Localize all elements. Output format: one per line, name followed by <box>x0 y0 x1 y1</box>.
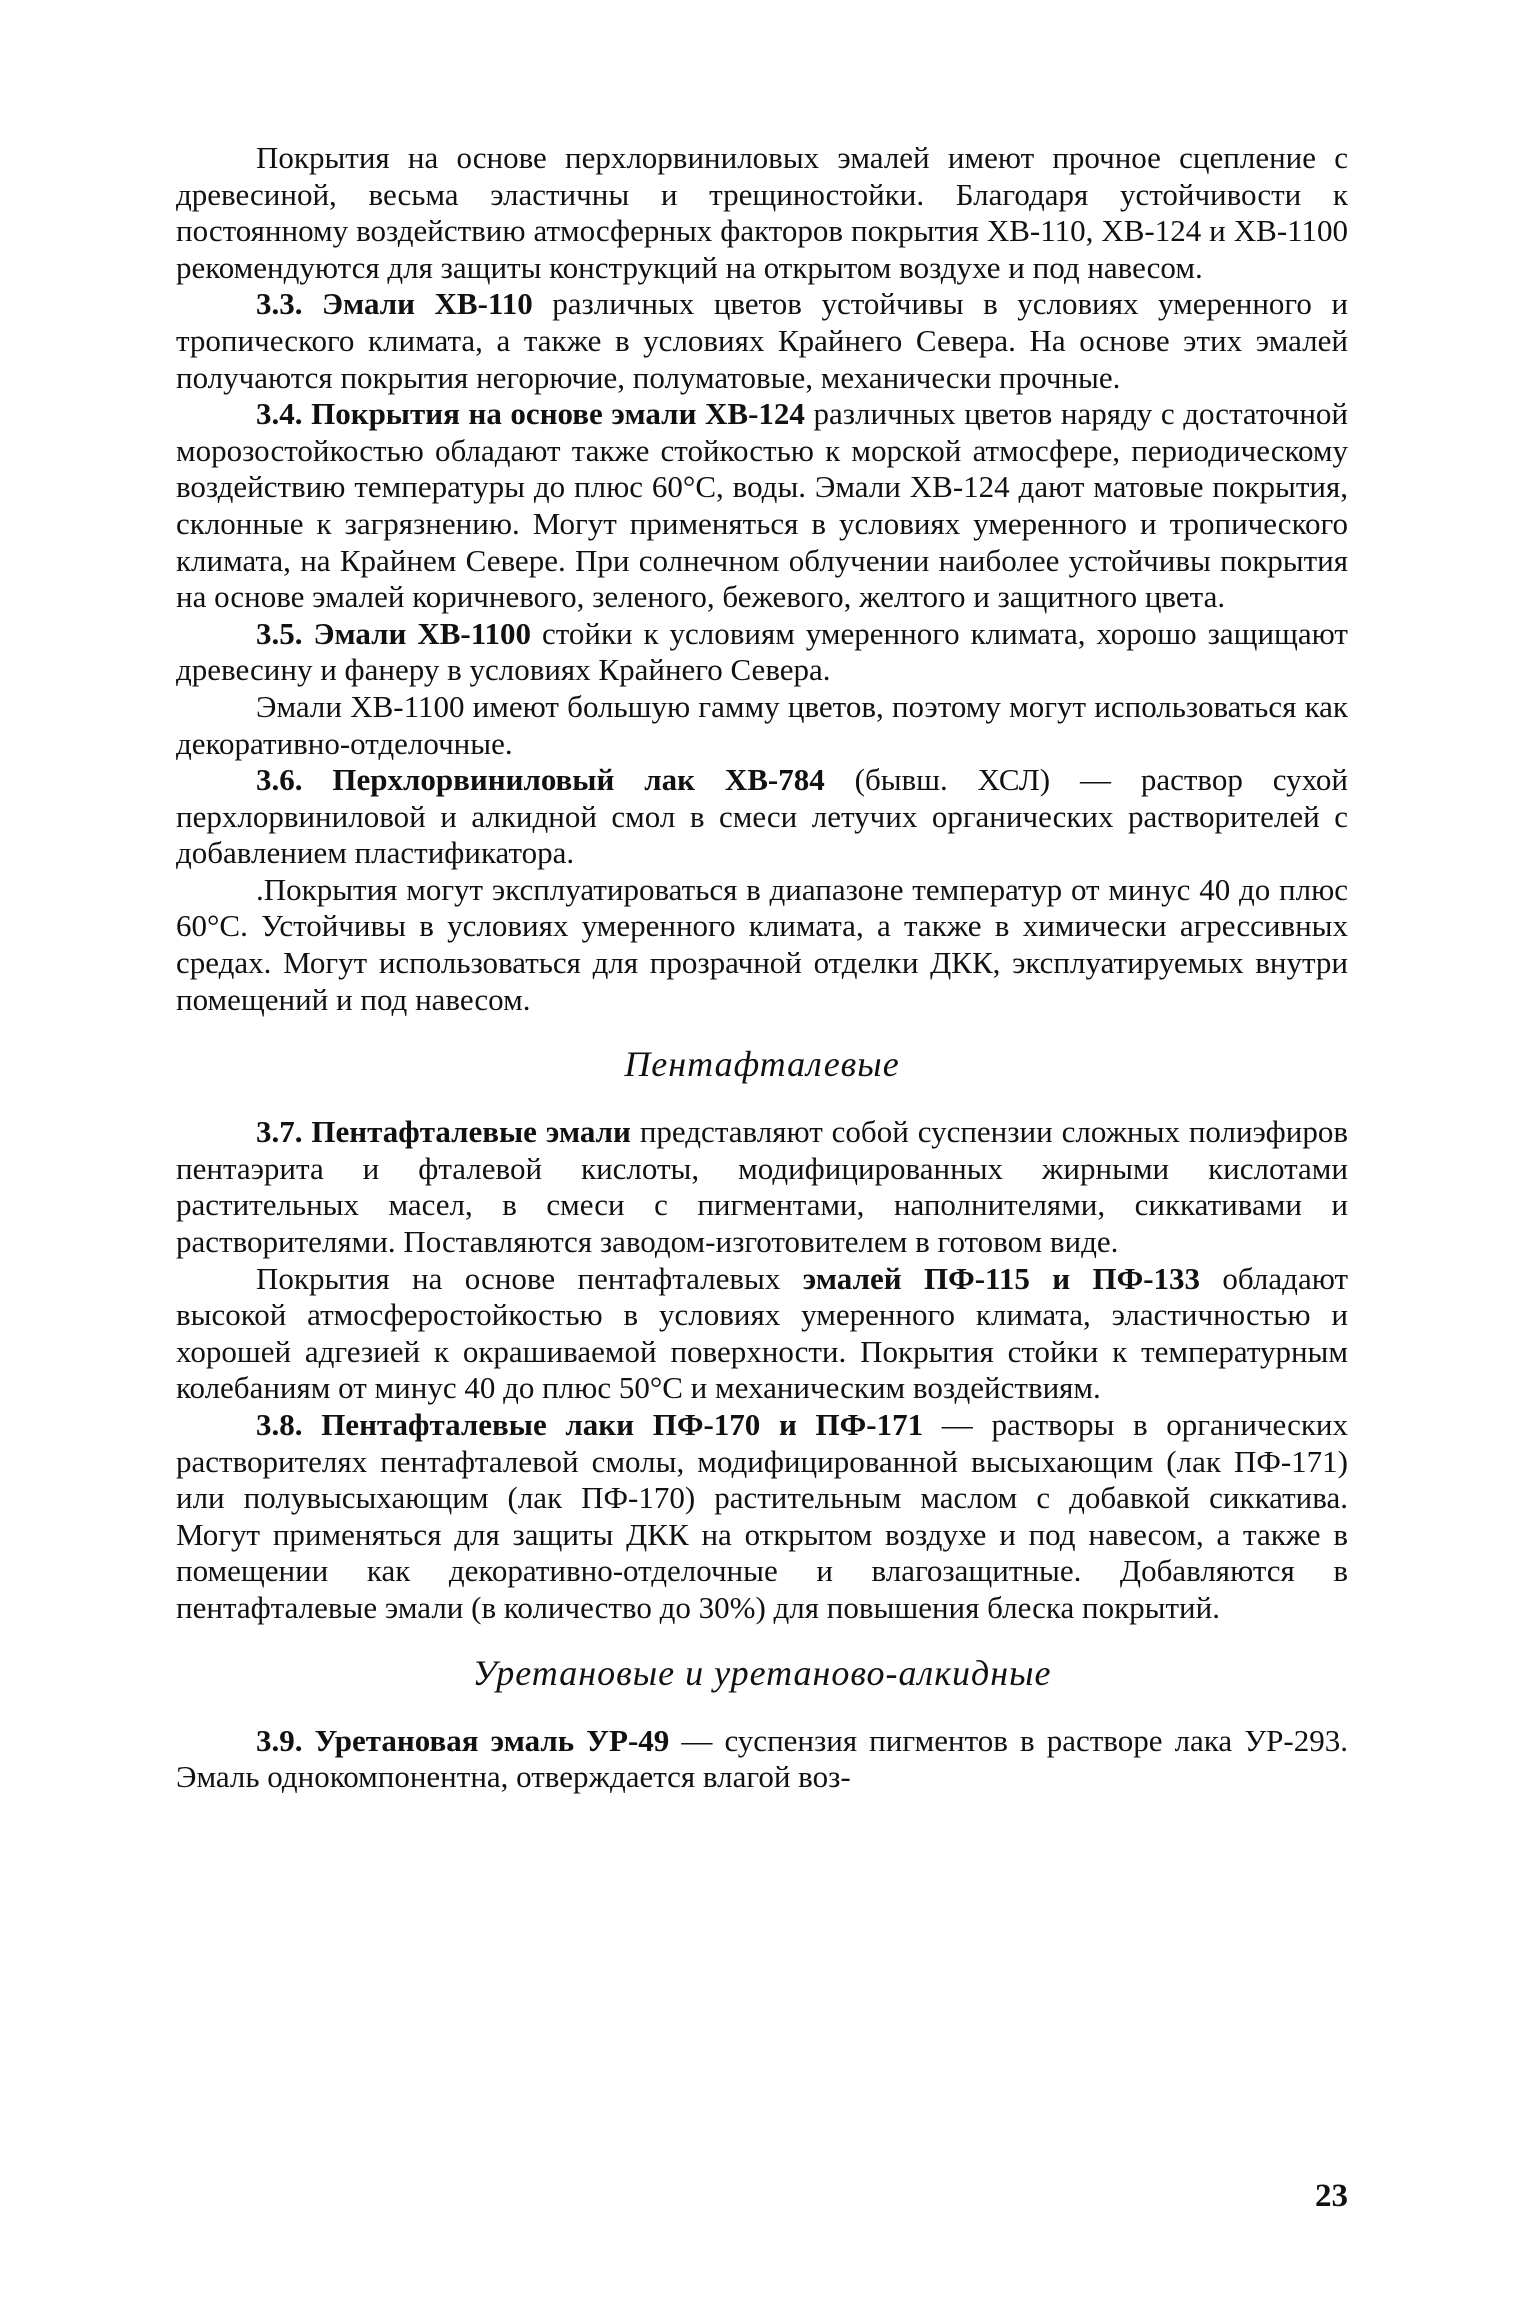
paragraph-3-6-cont <box>176 872 1348 1018</box>
paragraph-3-9 <box>176 1723 1348 1796</box>
paragraph-lead: 3.8. Пентафталевые лаки ПФ-170 и ПФ-171 <box>256 1407 924 1442</box>
paragraph-text: — растворы в органических растворителях пентафталевой смолы, модифицированной высыхающим (лак ПФ-171) или полувысыхающим (лак ПФ-170) растительным маслом с добавкой сиккатива. Могут применяться для защиты ДКК на открытом воздухе и под навесом, а также в помещении как декоративно-отделочные и влагозащитные. Добавляются в пентафталевые эмали (в количество до 30%) для повышения блеска покрытий. <box>176 1407 1348 1625</box>
paragraph-3-6 <box>176 762 1348 872</box>
paragraph-3-5-cont <box>176 689 1348 762</box>
paragraph-intro <box>176 140 1348 286</box>
paragraph-text: стойки к условиям умеренного климата, хорошо защищают древесину и фанеру в условиях Крайнего Севера. <box>176 615 1348 688</box>
paragraph-text: представляют собой суспензии сложных полиэфиров пентаэрита и фталевой кислоты, модифицированных жирными кислотами растительных масел, в смеси с пигментами, наполнителями, сиккативами и растворителями. Поставляются заводом-изготовителем в готовом виде. <box>176 1114 1348 1260</box>
paragraph-text: Покрытия на основе перхлорвиниловых эмалей имеют прочное сцепление с древесиной, весьма эластичны и трещиностойки. Благодаря устойчивости к постоянному воздействию атмосферных факторов покрытия ХВ-110, ХВ-124 и ХВ-1100 рекомендуются для защиты конструкций на открытом воздухе и под навесом. <box>176 140 1348 285</box>
paragraph-3-7 <box>176 1114 1348 1260</box>
paragraph-text: — суспензия пигментов в растворе лака УР-293. Эмаль однокомпонентна, отверждается влагой воз- <box>176 1722 1348 1795</box>
paragraph-3-5 <box>176 616 1348 689</box>
paragraph-lead: эмалей ПФ-115 и ПФ-133 <box>802 1260 1201 1296</box>
document-page <box>176 140 1348 2260</box>
paragraph-text: различных цветов наряду с достаточной морозостойкостью обладают также стойкостью к морской атмосфере, периодическому воздействию температуры до плюс 60°С, воды. Эмали ХВ-124 дают матовые покрытия, склонные к загрязнению. Могут применяться в условиях умеренного и тропического климата, на Крайнем Севере. При солнечном облучении наиболее устойчивы покрытия на основе эмалей коричневого, зеленого, бежевого, желтого и защитного цвета. <box>176 396 1348 615</box>
paragraph-lead: 3.4. Покрытия на основе эмали ХВ-124 <box>256 396 805 432</box>
paragraph-lead: 3.3. Эмали ХВ-110 <box>256 286 533 322</box>
paragraph-text: обладают высокой атмосферостойкостью в условиях умеренного климата, эластичностью и хорошей адгезией к окрашиваемой поверхности. Покрытия стойки к температурным колебаниям от минус 40 до плюс 50°С и механическим воздействиям. <box>176 1260 1348 1406</box>
section-heading-pentaphthalic: Пентафталевые <box>624 1044 900 1085</box>
paragraph-text: различных цветов устойчивы в условиях умеренного и тропического климата, а также в условиях Крайнего Севера. На основе этих эмалей получаются покрытия негорючие, полуматовые, механически прочные. <box>176 286 1348 395</box>
paragraph-text: .Покрытия могут эксплуатироваться в диапазоне температур от минус 40 до плюс 60°С. Устойчивы в условиях умеренного климата, а также в химически агрессивных средах. Могут использоваться для прозрачной отделки ДКК, эксплуатируемых внутри помещений и под навесом. <box>176 871 1348 1017</box>
paragraph-3-7-cont <box>176 1261 1348 1407</box>
paragraph-pre: Покрытия на основе пентафталевых <box>256 1260 803 1296</box>
section-heading-urethane: Уретановые и уретаново-алкидные <box>472 1652 1052 1693</box>
paragraph-3-8 <box>176 1407 1348 1627</box>
paragraph-3-4 <box>176 396 1348 616</box>
paragraph-text: Эмали ХВ-1100 имеют большую гамму цветов, поэтому могут использоваться как декоративно-отделочные. <box>176 688 1348 761</box>
paragraph-text: (бывш. ХСЛ) — раствор сухой перхлорвиниловой и алкидной смол в смеси летучих органических растворителей с добавлением пластификатора. <box>176 762 1348 871</box>
paragraph-lead: 3.7. Пентафталевые эмали <box>256 1114 631 1150</box>
paragraph-lead: 3.9. Уретановая эмаль УР-49 <box>256 1722 670 1758</box>
paragraph-lead: 3.6. Перхлорвиниловый лак ХВ-784 <box>256 762 825 798</box>
paragraph-lead: 3.5. Эмали ХВ-1100 <box>256 615 532 651</box>
paragraph-3-3 <box>176 286 1348 396</box>
page-number: 23 <box>1315 2178 1348 2214</box>
